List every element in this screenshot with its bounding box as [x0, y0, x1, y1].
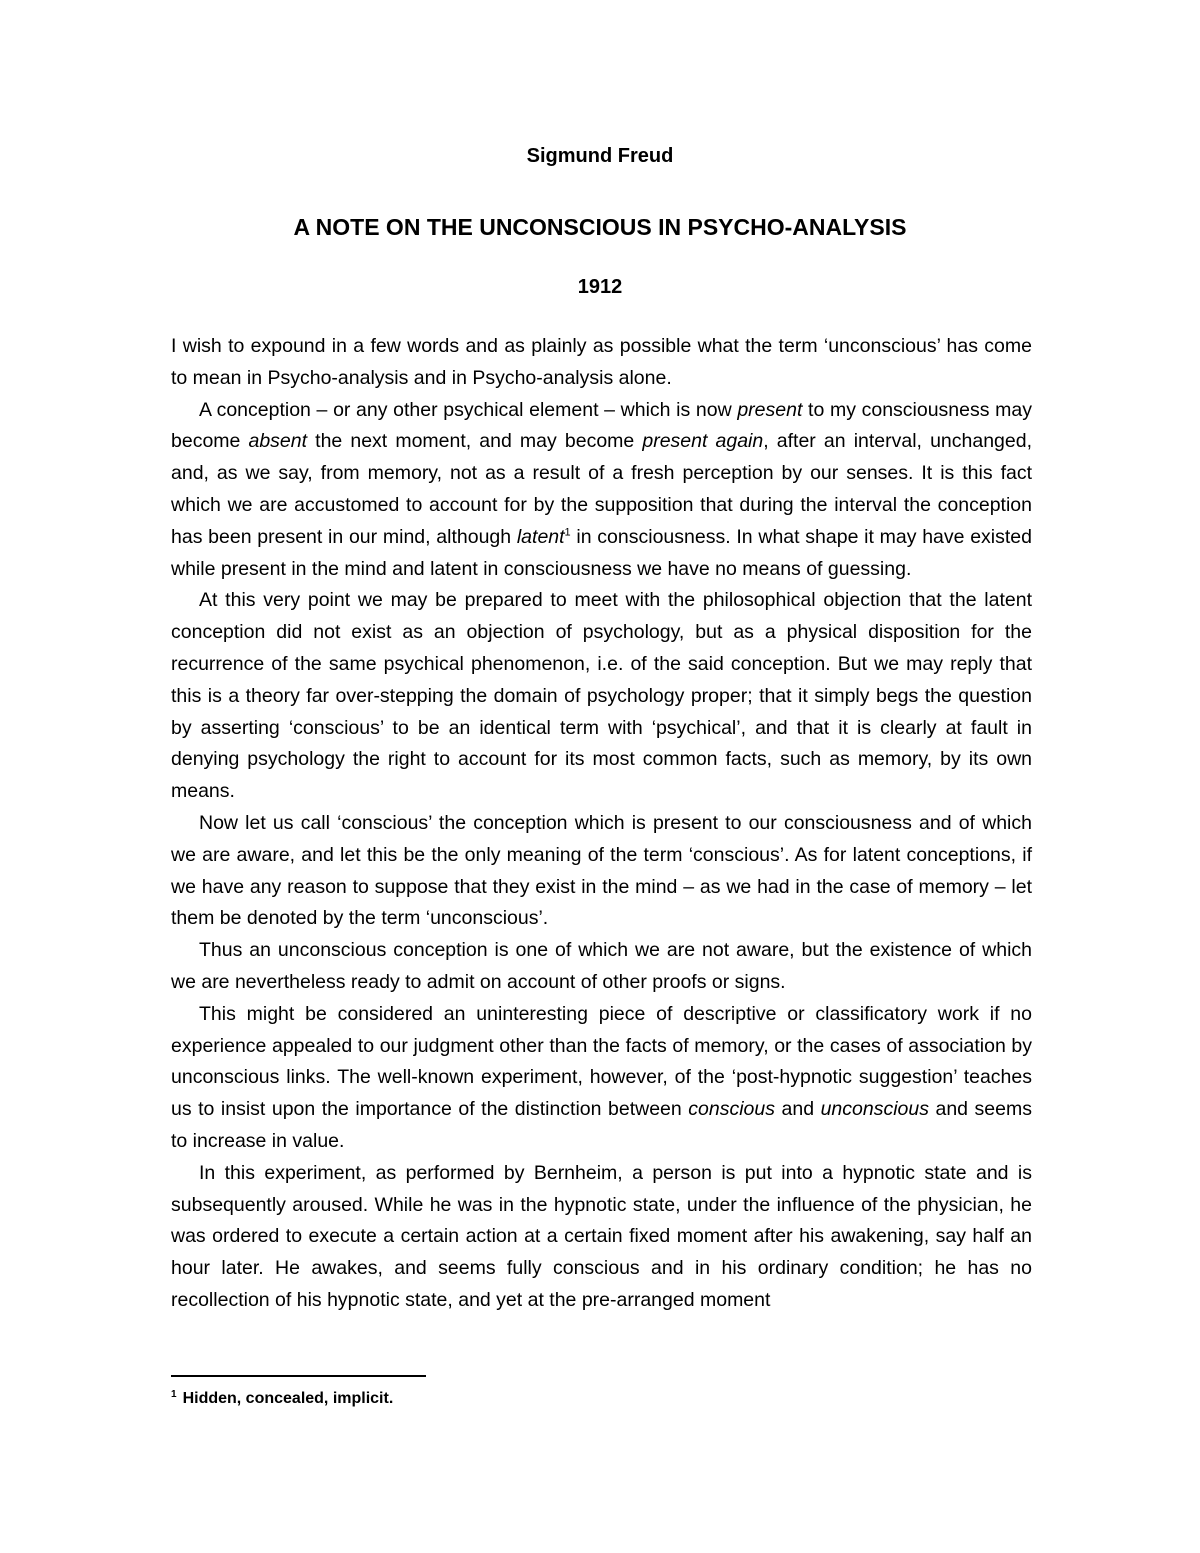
paragraph-2 [171, 395, 1032, 586]
document-year: 1912 [577, 276, 623, 298]
document-title: A NOTE ON THE UNCONSCIOUS IN PSYCHO-ANALYSIS [293, 214, 907, 240]
italic-text: present [737, 398, 803, 421]
author-name: Sigmund Freud [526, 145, 674, 167]
footnote-mark: 1 [171, 1388, 177, 1400]
italic-text: latent [516, 525, 565, 548]
paragraph-4: Now let us call ‘conscious’ the conception which is present to our consciousness and of which we are aware, and let this be the only meaning of the term ‘conscious’. As for latent conceptions, if we have any reason to suppose that they exist in the mind – as we had in the case of memory – let them be denoted by the term ‘unconscious’. [171, 811, 1032, 930]
paragraph-6 [171, 999, 1032, 1158]
text-span: , after an interval, unchanged, and, as we say, from memory, not as a result of a fresh perception by our senses. It is this fact which we are accustomed to account for by the supposition that during the interval the conception has been present in our mind, although [171, 430, 1033, 548]
italic-text: absent [248, 430, 308, 453]
text-span: and seems to increase in value. [171, 1098, 1032, 1152]
paragraph-7: In this experiment, as performed by Bernheim, a person is put into a hypnotic state and is subsequently aroused. While he was in the hypnotic state, under the influence of the physician, he was ordered to execute a certain action at a certain fixed moment after his awakening, say half an hour later. He awakes, and seems fully conscious and in his ordinary condition; he has no recollection of his hypnotic state, and yet at the pre-arranged moment [171, 1161, 1032, 1311]
footnote-divider [171, 1375, 426, 1377]
paragraph-5: Thus an unconscious conception is one of which we are not aware, but the existence of which we are nevertheless ready to admit on account of other proofs or signs. [171, 939, 1032, 993]
footnote-reference[interactable]: 1 [564, 526, 571, 539]
italic-text: conscious [688, 1098, 775, 1121]
text-span: to my consciousness may become [171, 398, 1032, 453]
text-span: This might be considered an uninteresting piece of descriptive or classificatory work if no experience appealed to our judgment other than the facts of memory, or the cases of association by unconscious links. The well-known experiment, however, of the ‘post-hypnotic suggestion’ teaches us to insist upon the importance of the distinction between [171, 1002, 1032, 1121]
text-span: the next moment, and may become [307, 430, 643, 453]
italic-text: present again [642, 430, 764, 453]
footnote [171, 1390, 1032, 1408]
text-span: A conception – or any other psychical element – which is now [199, 398, 738, 421]
italic-text: unconscious [820, 1098, 929, 1121]
text-span: and [774, 1098, 821, 1121]
footnote-text: Hidden, concealed, implicit. [182, 1390, 394, 1407]
body-text [171, 331, 1032, 1317]
paragraph-1: I wish to expound in a few words and as plainly as possible what the term ‘unconscious’ has come to mean in Psycho-analysis and in Psycho-analysis alone. [171, 335, 1032, 389]
text-span: in consciousness. In what shape it may have existed while present in the mind and latent in consciousness we have no means of guessing. [171, 525, 1032, 580]
paragraph-3: At this very point we may be prepared to meet with the philosophical objection that the latent conception did not exist as an objection of psychology, but as a physical disposition for the recurrence of the same psychical phenomenon, i.e. of the said conception. But we may reply that this is a theory far over-stepping the domain of psychology proper; that it simply begs the question by asserting ‘conscious’ to be an identical term with ‘psychical’, and that it is clearly at fault in denying psychology the right to account for its most common facts, such as memory, by its own means. [171, 589, 1032, 803]
